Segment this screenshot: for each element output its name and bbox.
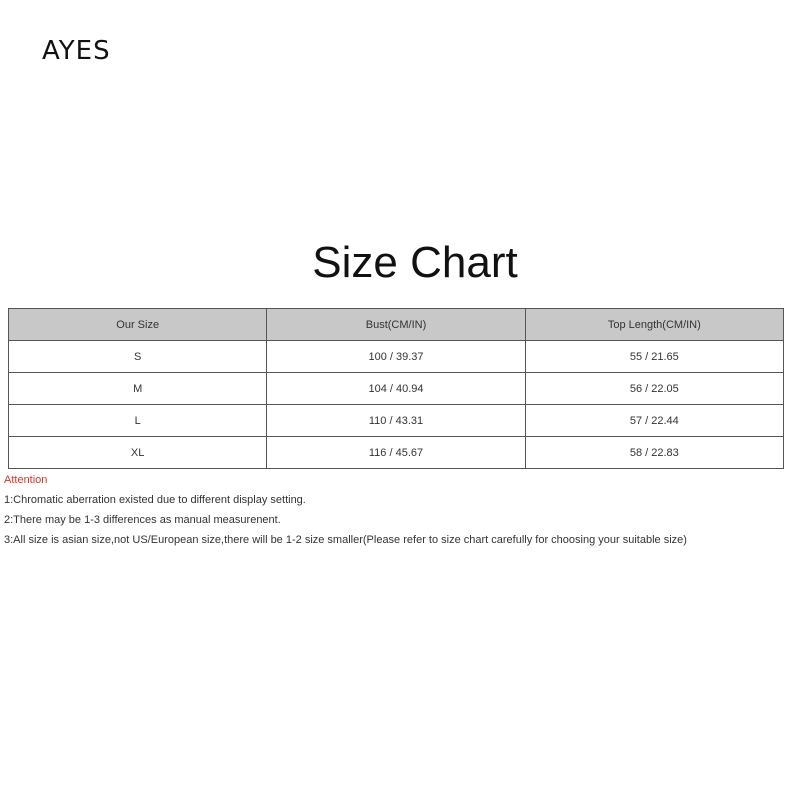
table-row [9, 373, 784, 405]
cell-top-length: 55 / 21.65 [525, 341, 783, 373]
table-row [9, 341, 784, 373]
cell-bust: 100 / 39.37 [267, 341, 525, 373]
table-header-row [9, 309, 784, 341]
cell-bust: 104 / 40.94 [267, 373, 525, 405]
table-header [9, 309, 784, 341]
column-header-bust: Bust(CM/IN) [267, 309, 525, 341]
brand-logo: AYES [42, 36, 111, 66]
cell-size: S [9, 341, 267, 373]
note-item: 2:There may be 1-3 differences as manual measurenent. [4, 514, 281, 526]
cell-size: M [9, 373, 267, 405]
page-title: Size Chart [312, 238, 518, 287]
notes-section [4, 473, 687, 553]
cell-bust: 110 / 43.31 [267, 405, 525, 437]
cell-top-length: 58 / 22.83 [525, 437, 783, 469]
table-row [9, 405, 784, 437]
cell-top-length: 57 / 22.44 [525, 405, 783, 437]
column-header-size: Our Size [9, 309, 267, 341]
table-body [9, 341, 784, 469]
table-row [9, 437, 784, 469]
size-chart-table [8, 308, 784, 469]
attention-label: Attention [4, 474, 48, 486]
cell-top-length: 56 / 22.05 [525, 373, 783, 405]
cell-size: L [9, 405, 267, 437]
cell-size: XL [9, 437, 267, 469]
note-item: 3:All size is asian size,not US/European size,there will be 1-2 size smaller(Please refer to size chart carefully for choosing your suitable size) [4, 534, 687, 546]
cell-bust: 116 / 45.67 [267, 437, 525, 469]
note-item: 1:Chromatic aberration existed due to different display setting. [4, 494, 306, 506]
column-header-top-length: Top Length(CM/IN) [525, 309, 783, 341]
